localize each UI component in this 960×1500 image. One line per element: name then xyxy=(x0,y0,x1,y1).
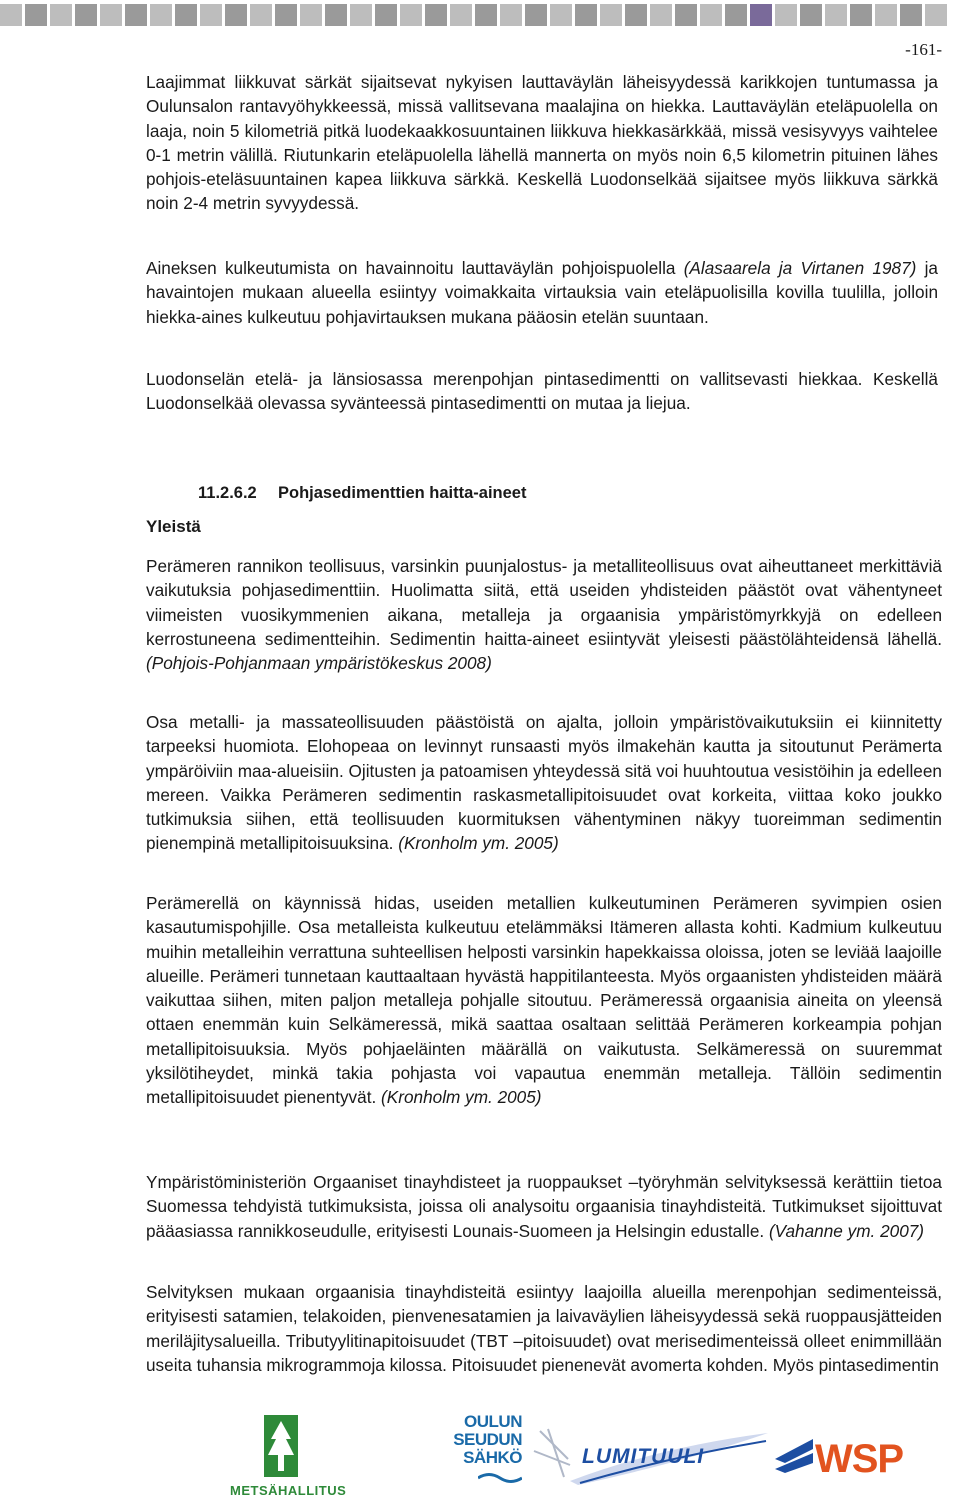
wsp-mark-icon xyxy=(775,1439,813,1481)
header-square xyxy=(275,4,297,26)
partner-logos xyxy=(230,1405,940,1500)
wsp-logo xyxy=(775,1435,945,1485)
header-square xyxy=(100,4,122,26)
section-title: Pohjasedimenttien haitta-aineet xyxy=(278,484,527,502)
header-square xyxy=(425,4,447,26)
section-number: 11.2.6.2 xyxy=(198,484,257,502)
paragraph-text: Aineksen kulkeutumista on havainnoitu lauttaväylän pohjoispuolella xyxy=(146,258,684,278)
header-square xyxy=(200,4,222,26)
header-square xyxy=(800,4,822,26)
section-heading xyxy=(198,484,526,503)
header-square xyxy=(775,4,797,26)
metsahallitus-wordmark: METSÄHALLITUS xyxy=(230,1483,347,1498)
paragraph-text: Ympäristöministeriön Orgaaniset tinayhdisteet ja ruoppaukset –työryhmän selvityksessä kerättiin tietoa Suomessa tehdyistä tutkimuksista, joissa oli analysoitu orgaanisia tinayhdisteitä. Tutkimukset sijoittuvat pääasiassa rannikkoseudulle, erityisesti Lounais-Suomeen ja Helsingin edustalle. xyxy=(146,1172,942,1241)
header-square xyxy=(825,4,847,26)
oulun-seudun-sahko-logo xyxy=(412,1413,522,1493)
header-square xyxy=(850,4,872,26)
header-square xyxy=(375,4,397,26)
citation: (Pohjois-Pohjanmaan ympäristökeskus 2008) xyxy=(146,653,492,674)
paragraph-mercury xyxy=(146,710,942,856)
paragraph-industry-impacts xyxy=(146,554,942,675)
header-square xyxy=(175,4,197,26)
header-square xyxy=(875,4,897,26)
paragraph-organotin-study xyxy=(146,1170,942,1243)
header-square xyxy=(575,4,597,26)
header-square xyxy=(350,4,372,26)
side-label-general: Yleistä xyxy=(146,517,201,536)
header-square xyxy=(50,4,72,26)
page-number: -161- xyxy=(905,40,942,59)
header-square xyxy=(325,4,347,26)
header-square xyxy=(150,4,172,26)
header-square xyxy=(400,4,422,26)
wave-icon xyxy=(478,1471,522,1485)
header-square xyxy=(300,4,322,26)
header-square xyxy=(225,4,247,26)
header-square xyxy=(75,4,97,26)
header-square xyxy=(750,4,772,26)
wsp-wordmark: WSP xyxy=(815,1437,904,1481)
citation: (Kronholm ym. 2005) xyxy=(381,1087,542,1108)
header-square xyxy=(25,4,47,26)
header-square xyxy=(450,4,472,26)
tree-icon xyxy=(264,1415,298,1477)
logo-line: OULUN xyxy=(464,1412,522,1431)
header-square xyxy=(925,4,947,26)
paragraph-text: Osa metalli- ja massateollisuuden päästöistä on ajalta, jolloin ympäristövaikutuksiin ei kiinnitetty tarpeeksi huomiota. Elohopeaa on levinnyt runsaasti myös ilmakehän kautta ja sitoutunut Perämerta ympäröiviin maa-alueisiin. Ojitusten ja patoamisen yhteydessä sitä voi huuhtoutua vesistöihin ja edelleen mereen. Vaikka Perämeren sedimentin raskasmetallipitoisuudet ovat korkeita, viittaa koko joukko tutkimuksia siihen, että teollisuuden kuormituksen vähentyminen näkyy tuoreimman sedimentin pienempinä metallipitoisuuksina. xyxy=(146,712,942,854)
logo-line: SÄHKÖ xyxy=(463,1448,522,1467)
citation: (Alasaarela ja Virtanen 1987) xyxy=(683,258,917,278)
header-square xyxy=(125,4,147,26)
header-square xyxy=(475,4,497,26)
lumituuli-logo xyxy=(530,1427,770,1487)
header-square xyxy=(625,4,647,26)
header-square xyxy=(900,4,922,26)
citation: (Kronholm ym. 2005) xyxy=(398,833,559,854)
header-decoration-bar xyxy=(0,0,960,36)
header-square xyxy=(725,4,747,26)
paragraph-tbt-findings: Selvityksen mukaan orgaanisia tinayhdisteitä esiintyy laajoilla alueilla merenpohjan sedimenteissä, erityisesti satamien, telakoiden, pienvenesatamien ja laivaväylien läheisyydessä sekä ruoppausjätteiden meriläjitysalueilla. Tributyylitinapitoisuudet (TBT –pitoisuudet) ovat merisedimenteissä olleet enimmillään useita tuhansia mikrogrammoja kilossa. Pitoisuudet pienenevät avomerta kohden. Myös pintasedimentin xyxy=(146,1282,942,1375)
header-square xyxy=(675,4,697,26)
logo-line: SEUDUN xyxy=(453,1430,522,1449)
paragraph-sandbars: Laajimmat liikkuvat särkät sijaitsevat nykyisen lauttaväylän läheisyydessä karikkojen tuntumassa ja Oulunsalon rantavyöhykkeessä, missä vallitsevana maalajina on hiekka. Lauttaväylän eteläpuolella on laaja, noin 5 kilometriä pitkä luodekaakkosuuntainen liikkuva hiekkasärkkää, missä vesisyvyys vaihtelee 0-1 metrin välillä. Riutunkarin eteläpuolella lähellä mannerta on myös noin 6,5 kilometrin pituinen lähes pohjois-eteläsuuntainen kapea liikkuva särkkä. Keskellä Luodonselkää sijaitsee myös liikkuva särkkä noin 2-4 metrin syvyydessä. xyxy=(146,72,938,214)
header-square xyxy=(0,4,22,26)
header-square xyxy=(500,4,522,26)
header-square xyxy=(650,4,672,26)
header-square xyxy=(600,4,622,26)
metsahallitus-logo xyxy=(230,1415,347,1500)
citation: (Vahanne ym. 2007) xyxy=(768,1220,925,1241)
paragraph-text: Perämerellä on käynnissä hidas, useiden metallien kulkeutuminen Perämeren syvimpien osien kasautumispohjille. Osa metalleista kulkeutuu etelämmäksi Itämeren allasta kohti. Kadmium kulkeutuu muihin metalleihin verrattuna suhteellisen helposti varsinkin hapekkaissa oloissa, joten se leviää laajoille alueille. Perämeri tunnetaan kauttaaltaan hyvästä happitilanteesta. Myös orgaanisten yhdisteiden määrä vaikuttaa siihen, miten paljon metalleja pohjalle sitoutuu. Perämeressä orgaanisia aineita on yleensä ottaen enemmän kuin Selkämeressä, mikä saattaa osaltaan selittää Perämeren korkeampia pohjan metallipitoisuuksia. Myös pohjaeläinten määrällä on vaikutusta. Selkämeressä on suuremmat yksilötiheydet, minkä takia pohjasta voi vapautua enemmän metalleja. Tällöin sedimentin metallipitoisuudet pienentyvät. xyxy=(146,893,942,1108)
paragraph-surface-sediment: Luodonselän etelä- ja länsiosassa merenpohjan pintasedimentti on vallitsevasti hiekkaa. Keskellä Luodonselkää olevassa syvänteessä pintasedimentti on mutaa ja liejua. xyxy=(146,369,938,414)
paragraph-text: ja havaintojen mukaan alueella esiintyy voimakkaita virtauksia vain eteläpuolisilla kovilla tuulilla, jolloin hiekka-aines kulkeutuu pohjavirtauksen mukana pääosin etelän suuntaan. xyxy=(146,258,938,327)
paragraph-metal-transport xyxy=(146,891,942,1110)
paragraph-text: Perämeren rannikon teollisuus, varsinkin puunjalostus- ja metalliteollisuus ovat aiheuttaneet merkittäviä vaikutuksia pohjasedimenttiin. Huolimatta siitä, että useiden yhdisteiden päästöt ovat vähentyneet viimeisten vuosikymmenien aikana, metalleja ja orgaanisia ympäristömyrkkyjä on edelleen kerrostuneena sedimentteihin. Sedimentin haitta-aineet esiintyvät yleisesti päästölähteidensä lähellä. xyxy=(146,556,942,649)
paragraph-sediment-transport xyxy=(146,256,938,329)
header-square xyxy=(700,4,722,26)
lumituuli-wordmark: LUMITUULI xyxy=(582,1445,705,1468)
header-square xyxy=(550,4,572,26)
oulun-seudun-sahko-wordmark xyxy=(453,1413,522,1467)
header-square xyxy=(525,4,547,26)
header-square xyxy=(250,4,272,26)
